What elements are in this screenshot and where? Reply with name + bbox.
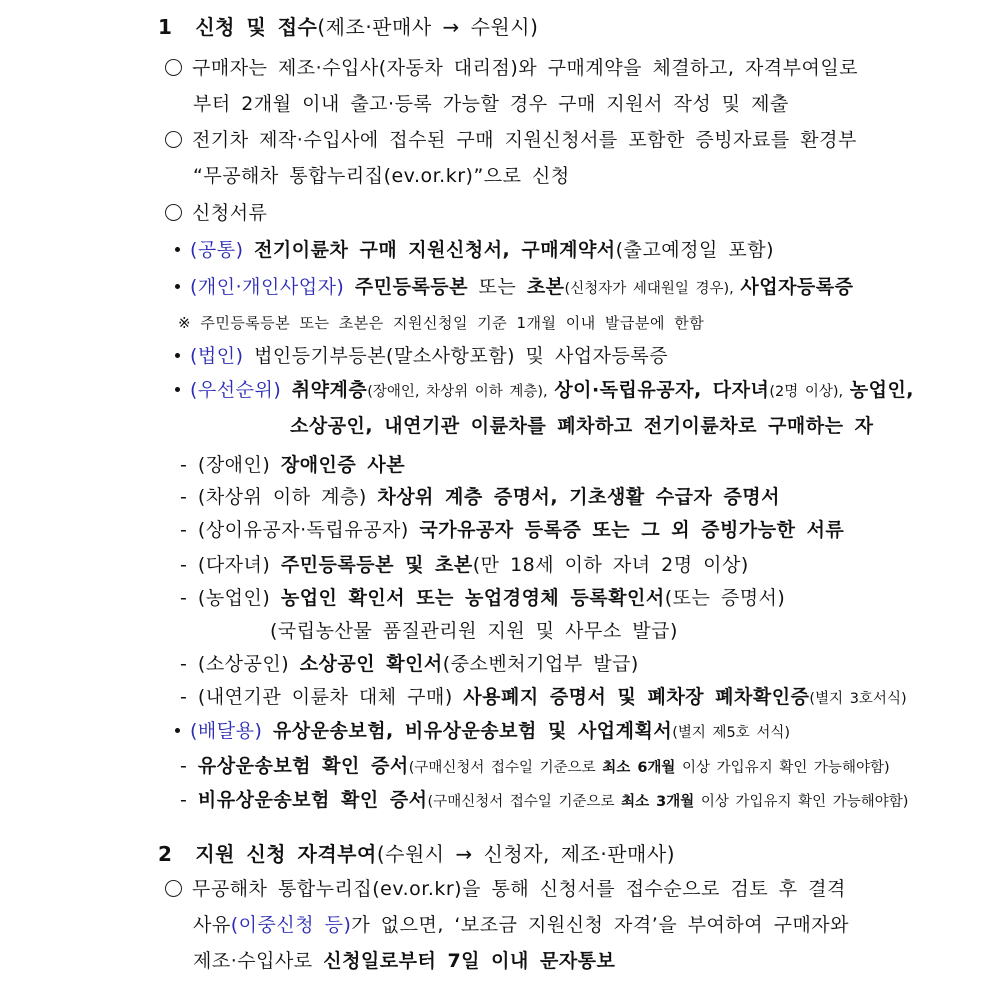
text-line-dash	[180, 585, 785, 611]
dash-bullet-icon: -	[180, 653, 198, 675]
text-segment: (구매신청서 접수일 기준으로	[408, 760, 603, 776]
text-segment: 유상운송보험 확인 증서	[197, 755, 409, 777]
text-line-dash	[180, 684, 907, 712]
text-segment: (출고예정일 포함)	[615, 239, 775, 261]
text-segment: 소상공인 확인서	[299, 653, 443, 675]
dash-bullet-icon: -	[180, 686, 198, 708]
text-segment: 농업인,	[849, 379, 915, 401]
text-segment: (장애인)	[197, 454, 281, 476]
dot-bullet-icon	[175, 284, 180, 289]
text-segment: 구매자는 제조·수입사(자동차 대리점)와 구매계약을 체결하고, 자격부여일로	[192, 57, 859, 79]
text-segment: (만 18세 이하 자녀 2명 이상)	[472, 554, 749, 576]
text-segment: 신청일로부터 7일 이내 문자통보	[323, 950, 616, 972]
text-segment: 또는	[468, 276, 527, 298]
text-segment: 비유상운송보험 확인 증서	[197, 789, 428, 811]
category-label: (배달용)	[190, 720, 273, 742]
text-segment: (소상공인)	[197, 653, 300, 675]
text-line-bullet	[175, 274, 853, 302]
text-segment: (별지 3호서식)	[809, 691, 907, 707]
text-segment: “무공해차 통합누리집(ev.or.kr)”으로 신청	[193, 165, 570, 187]
category-label: (우선순위)	[190, 379, 292, 401]
circle-bullet-icon	[165, 59, 182, 76]
text-segment: 초본	[526, 276, 565, 298]
text-segment: 국가유공자 등록증 또는 그 외 증빙가능한 서류	[419, 519, 845, 541]
text-segment: 취약계층	[291, 379, 368, 401]
dot-bullet-icon	[175, 728, 180, 733]
text-line-subcont	[270, 618, 678, 644]
text-segment: 1 신청 및 접수	[158, 15, 318, 39]
dash-bullet-icon: -	[180, 454, 198, 476]
text-line-dash	[180, 651, 639, 677]
text-line-dash	[180, 753, 890, 781]
text-segment: 법인등기부등본(말소사항포함) 및 사업자등록증	[254, 345, 669, 367]
text-line-note	[178, 310, 704, 336]
text-segment: 차상위 계층 증명서, 기초생활 수급자 증명서	[377, 486, 781, 508]
section-heading	[158, 841, 675, 867]
text-line-dash	[180, 787, 908, 815]
text-segment: 가 없으면, ‘보조금 지원신청 자격’을 부여하여 구매자와	[351, 914, 850, 936]
text-segment: (다자녀)	[197, 554, 281, 576]
text-line-bullet	[175, 237, 774, 263]
text-line-circle	[165, 55, 858, 81]
dash-bullet-icon: -	[180, 519, 198, 541]
text-segment: (수원시 → 신청자, 제조·판매사)	[376, 842, 675, 866]
text-line-cont	[193, 948, 615, 974]
text-line-circle	[165, 200, 267, 226]
category-label: (이중신청 등)	[230, 914, 352, 936]
text-segment: 소상공인, 내연기관 이륜차를 폐차하고 전기이륜차로 구매하는 자	[290, 415, 874, 437]
dot-bullet-icon	[175, 353, 180, 358]
dot-bullet-icon	[175, 387, 180, 392]
text-line-bullet	[175, 718, 790, 746]
dash-bullet-icon: -	[180, 486, 198, 508]
text-line-rankcont	[290, 413, 873, 439]
text-segment: (상이유공자·독립유공자)	[197, 519, 420, 541]
text-line-dash	[180, 552, 749, 578]
text-line-bullet	[175, 377, 914, 405]
text-segment: (2명 이상),	[769, 384, 850, 400]
text-segment: 주민등록등본 및 초본	[280, 554, 473, 576]
text-segment: 신청서류	[192, 202, 268, 224]
text-segment: 주민등록등본	[354, 276, 469, 298]
circle-bullet-icon	[165, 204, 182, 221]
circle-bullet-icon	[165, 131, 182, 148]
text-segment: 사용폐지 증명서 및 폐차장 폐차확인증	[463, 686, 810, 708]
dash-bullet-icon: -	[180, 755, 198, 777]
text-line-cont	[193, 91, 789, 117]
text-segment: 부터 2개월 이내 출고·등록 가능할 경우 구매 지원서 작성 및 제출	[193, 93, 789, 115]
text-segment: (차상위 이하 계층)	[197, 486, 378, 508]
text-segment: ※ 주민등록등본 또는 초본은 지원신청일 기준 1개월 이내 발급분에 한함	[178, 314, 705, 332]
section-heading	[158, 14, 538, 40]
text-line-dash	[180, 484, 780, 510]
category-label: (개인·개인사업자)	[190, 276, 355, 298]
text-segment: 상이·독립유공자, 다자녀	[554, 379, 770, 401]
text-segment: (제조·판매사 → 수원시)	[317, 15, 539, 39]
text-segment: (내연기관 이륜차 대체 구매)	[197, 686, 464, 708]
text-segment: (중소벤처기업부 발급)	[442, 653, 639, 675]
text-segment: 제조·수입사로	[193, 950, 324, 972]
dash-bullet-icon: -	[180, 587, 198, 609]
text-segment: 무공해차 통합누리집(ev.or.kr)을 통해 신청서를 접수순으로 검토 후 결격	[192, 878, 846, 900]
text-line-circle	[165, 127, 857, 153]
text-segment: 최소 3개월	[621, 794, 695, 810]
text-segment: (국립농산물 품질관리원 지원 및 사무소 발급)	[270, 620, 678, 642]
text-segment: 유상운송보험, 비유상운송보험 및 사업계획서	[272, 720, 673, 742]
text-line-dash	[180, 452, 405, 478]
dash-bullet-icon: -	[180, 789, 198, 811]
text-segment: (구매신청서 접수일 기준으로	[427, 794, 622, 810]
text-segment: (또는 증명서)	[664, 587, 786, 609]
text-segment: 2 지원 신청 자격부여	[158, 842, 377, 866]
category-label: (공통)	[190, 239, 255, 261]
text-segment: 농업인 확인서 또는 농업경영체 등록확인서	[280, 587, 665, 609]
text-segment: (농업인)	[197, 587, 281, 609]
text-segment: (신청자가 세대원일 경우),	[564, 281, 741, 297]
dot-bullet-icon	[175, 247, 180, 252]
text-line-cont	[193, 163, 570, 189]
text-segment: (별지 제5호 서식)	[672, 725, 791, 741]
text-segment: 전기이륜차 구매 지원신청서, 구매계약서	[254, 239, 616, 261]
text-segment: 사유	[193, 914, 231, 936]
text-line-circle	[165, 876, 846, 902]
text-segment: 이상 가입유지 확인 가능해야함)	[675, 760, 890, 776]
text-line-bullet	[175, 343, 668, 369]
category-label: (법인)	[190, 345, 255, 367]
circle-bullet-icon	[165, 880, 182, 897]
text-line-dash	[180, 517, 844, 543]
text-segment: 전기차 제작·수입사에 접수된 구매 지원신청서를 포함한 증빙자료를 환경부	[192, 129, 857, 151]
text-segment: 이상 가입유지 확인 가능해야함)	[694, 794, 909, 810]
text-segment: 최소 6개월	[602, 760, 676, 776]
text-segment: 장애인증 사본	[280, 454, 406, 476]
text-segment: 사업자등록증	[740, 276, 854, 298]
text-line-cont	[193, 912, 849, 938]
dash-bullet-icon: -	[180, 554, 198, 576]
text-segment: (장애인, 차상위 이하 계층),	[367, 384, 555, 400]
